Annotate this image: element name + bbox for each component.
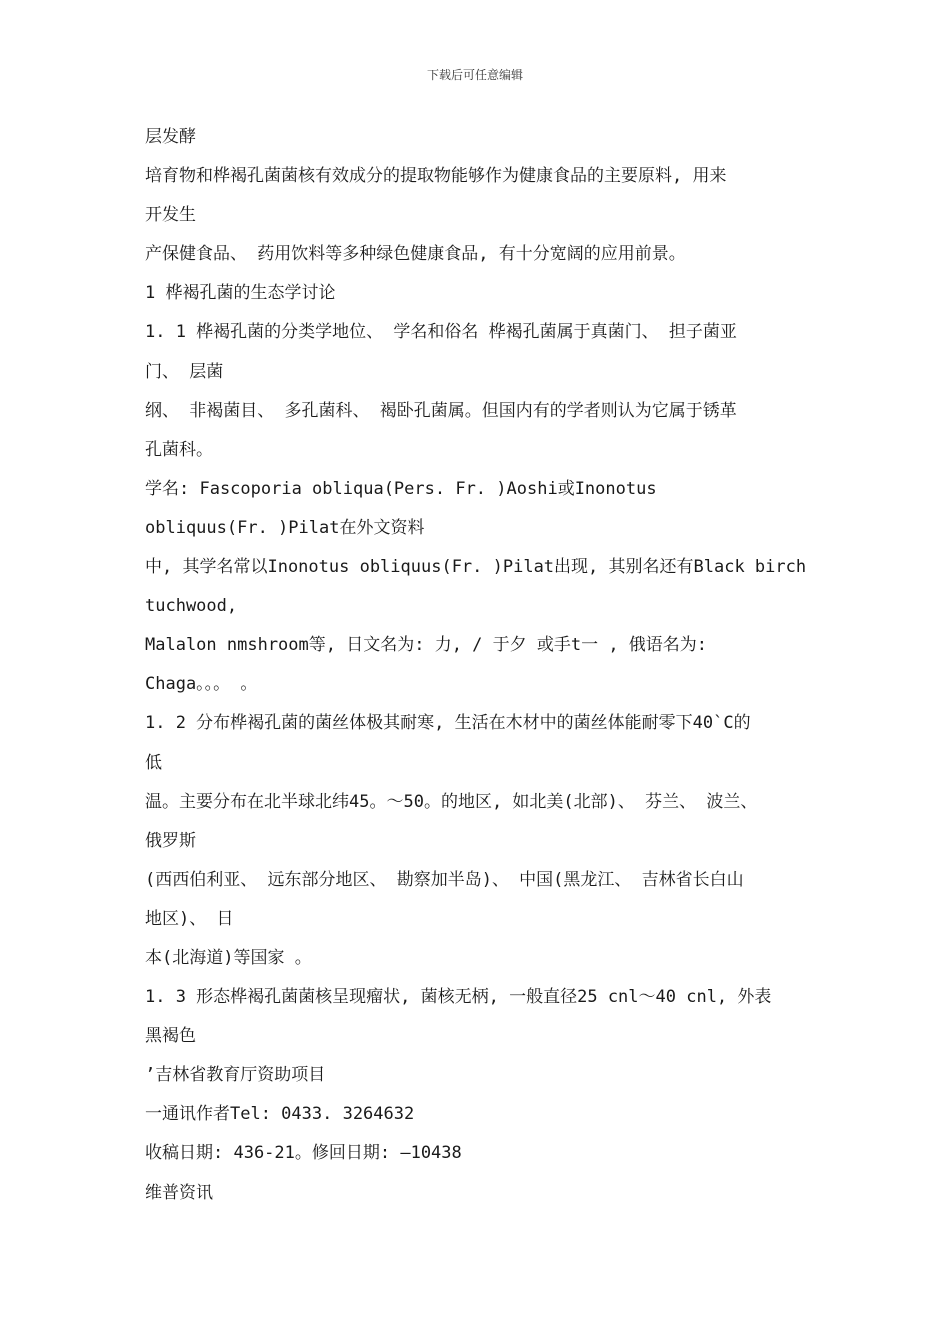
text-line: 学名: Fascoporia obliqua(Pers. Fr. )Aoshi或Inonotus — [145, 478, 657, 499]
text-line: 俄罗斯 — [145, 830, 196, 851]
text-line: 培育物和桦褐孔菌菌核有效成分的提取物能够作为健康食品的主要原料, 用来 — [145, 166, 727, 187]
page-header: 下载后可任意编辑 — [426, 68, 523, 82]
text-line: 门、 层菌 — [145, 361, 224, 382]
text-line: 1. 2 分布桦褐孔菌的菌丝体极其耐寒, 生活在木材中的菌丝体能耐零下40`C的 — [145, 713, 751, 734]
text-line: Malalon nmshroom等, 日文名为: 力, / 于夕 或手t一 , 俄语名为: — [145, 635, 708, 656]
footnote-line: 维普资讯 — [145, 1182, 213, 1203]
text-line: (西西伯利亚、 远东部分地区、 勘察加半岛)、 中国(黑龙江、 吉林省长白山 — [145, 869, 744, 890]
text-line: 中, 其学名常以Inonotus obliquus(Fr. )Pilat出现, 其别名还有Black birch — [145, 557, 807, 578]
text-line: 地区)、 日 — [145, 908, 234, 929]
text-line: 层发酵 — [145, 127, 196, 147]
section-heading: 1 桦褐孔菌的生态学讨论 — [145, 283, 336, 304]
text-line: tuchwood, — [145, 596, 238, 617]
footnote-line: ’吉林省教育厅资助项目 — [145, 1065, 326, 1086]
text-line: 黑褐色 — [145, 1026, 196, 1047]
text-line: 孔菌科。 — [145, 439, 213, 460]
text-line: 开发生 — [145, 205, 196, 226]
document-body — [145, 118, 815, 1213]
text-line: 本(北海道)等国家 。 — [145, 947, 312, 968]
text-line: 低 — [145, 752, 162, 773]
footnote-line: 收稿日期: 436-21。修回日期: —10438 — [145, 1143, 462, 1164]
text-line: obliquus(Fr. )Pilat在外文资料 — [145, 517, 425, 538]
text-line: 温。主要分布在北半球北纬45。～50。的地区, 如北美(北部)、 芬兰、 波兰、 — [145, 791, 758, 812]
text-line: 纲、 非褐菌目、 多孔菌科、 褐卧孔菌属。但国内有的学者则认为它属于锈革 — [145, 400, 737, 421]
footnote-line: 一通讯作者Tel: 0433. 3264632 — [145, 1104, 415, 1125]
text-line: 1. 3 形态桦褐孔菌菌核呈现瘤状, 菌核无柄, 一般直径25 cnl～40 cnl, 外表 — [145, 987, 772, 1008]
text-line: Chaga。。。 。 — [145, 674, 258, 695]
text-line: 产保健食品、 药用饮料等多种绿色健康食品, 有十分宽阔的应用前景。 — [145, 244, 686, 265]
text-line: 1. 1 桦褐孔菌的分类学地位、 学名和俗名 桦褐孔菌属于真菌门、 担子菌亚 — [145, 322, 737, 343]
